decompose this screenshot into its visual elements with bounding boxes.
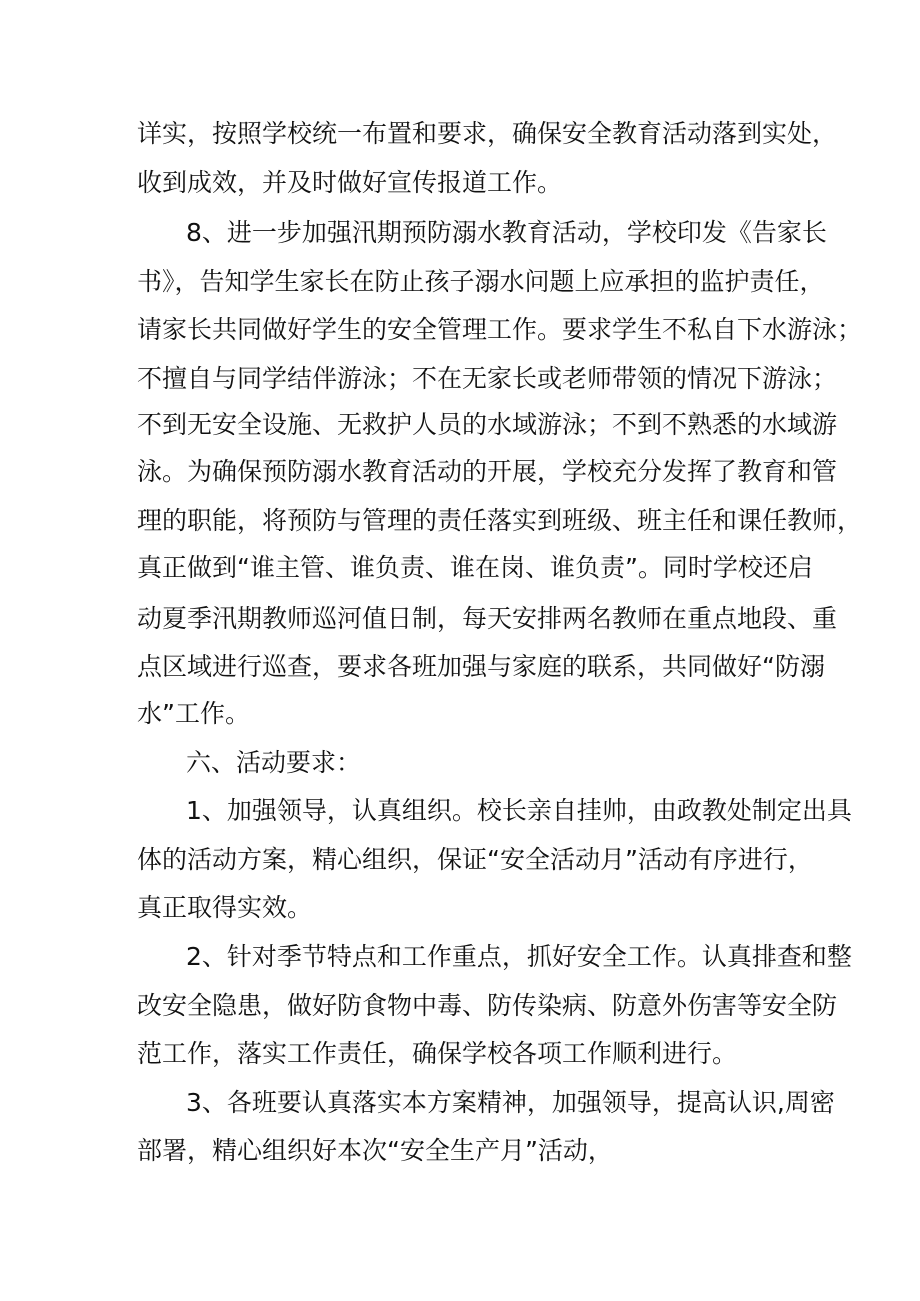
text-line: 8、进一步加强汛期预防溺水教育活动，学校印发《告家长 bbox=[186, 218, 827, 247]
section-heading: 六、活动要求： bbox=[186, 748, 362, 777]
text-line: 收到成效，并及时做好宣传报道工作。 bbox=[137, 168, 563, 197]
text-line: 泳。为确保预防溺水教育活动的开展，学校充分发挥了教育和管 bbox=[137, 457, 838, 486]
text-line: 水”工作。 bbox=[137, 699, 250, 728]
text-line: 真正取得实效。 bbox=[137, 893, 313, 922]
text-line: 动夏季汛期教师巡河值日制，每天安排两名教师在重点地段、重 bbox=[137, 604, 838, 633]
text-line: 真正做到“谁主管、谁负责、谁在岗、谁负责”。同时学校还启 bbox=[137, 553, 813, 582]
text-line: 体的活动方案，精心组织，保证“安全活动月”活动有序进行， bbox=[137, 845, 813, 874]
text-line: 请家长共同做好学生的安全管理工作。要求学生不私自下水游泳； bbox=[137, 315, 863, 344]
text-line: 改安全隐患，做好防食物中毒、防传染病、防意外伤害等安全防 bbox=[137, 991, 838, 1020]
text-line: 详实，按照学校统一布置和要求，确保安全教育活动落到实处， bbox=[137, 119, 838, 148]
text-line: 书》，告知学生家长在防止孩子溺水问题上应承担的监护责任， bbox=[137, 267, 825, 296]
text-line: 不擅自与同学结伴游泳；不在无家长或老师带领的情况下游泳； bbox=[137, 364, 838, 393]
text-line: 不到无安全设施、无救护人员的水域游泳；不到不熟悉的水域游 bbox=[137, 410, 838, 439]
text-line: 3、各班要认真落实本方案精神，加强领导，提高认识,周密 bbox=[186, 1088, 835, 1117]
text-line: 1、加强领导，认真组织。校长亲自挂帅，由政教处制定出具 bbox=[186, 796, 852, 825]
text-line: 理的职能，将预防与管理的责任落实到班级、班主任和课任教师， bbox=[137, 506, 863, 535]
text-line: 部署，精心组织好本次“安全生产月”活动， bbox=[137, 1136, 613, 1165]
text-line: 2、针对季节特点和工作重点，抓好安全工作。认真排查和整 bbox=[186, 942, 852, 971]
text-line: 点区域进行巡查，要求各班加强与家庭的联系，共同做好“防溺 bbox=[137, 652, 825, 681]
text-line: 范工作，落实工作责任，确保学校各项工作顺利进行。 bbox=[137, 1039, 738, 1068]
